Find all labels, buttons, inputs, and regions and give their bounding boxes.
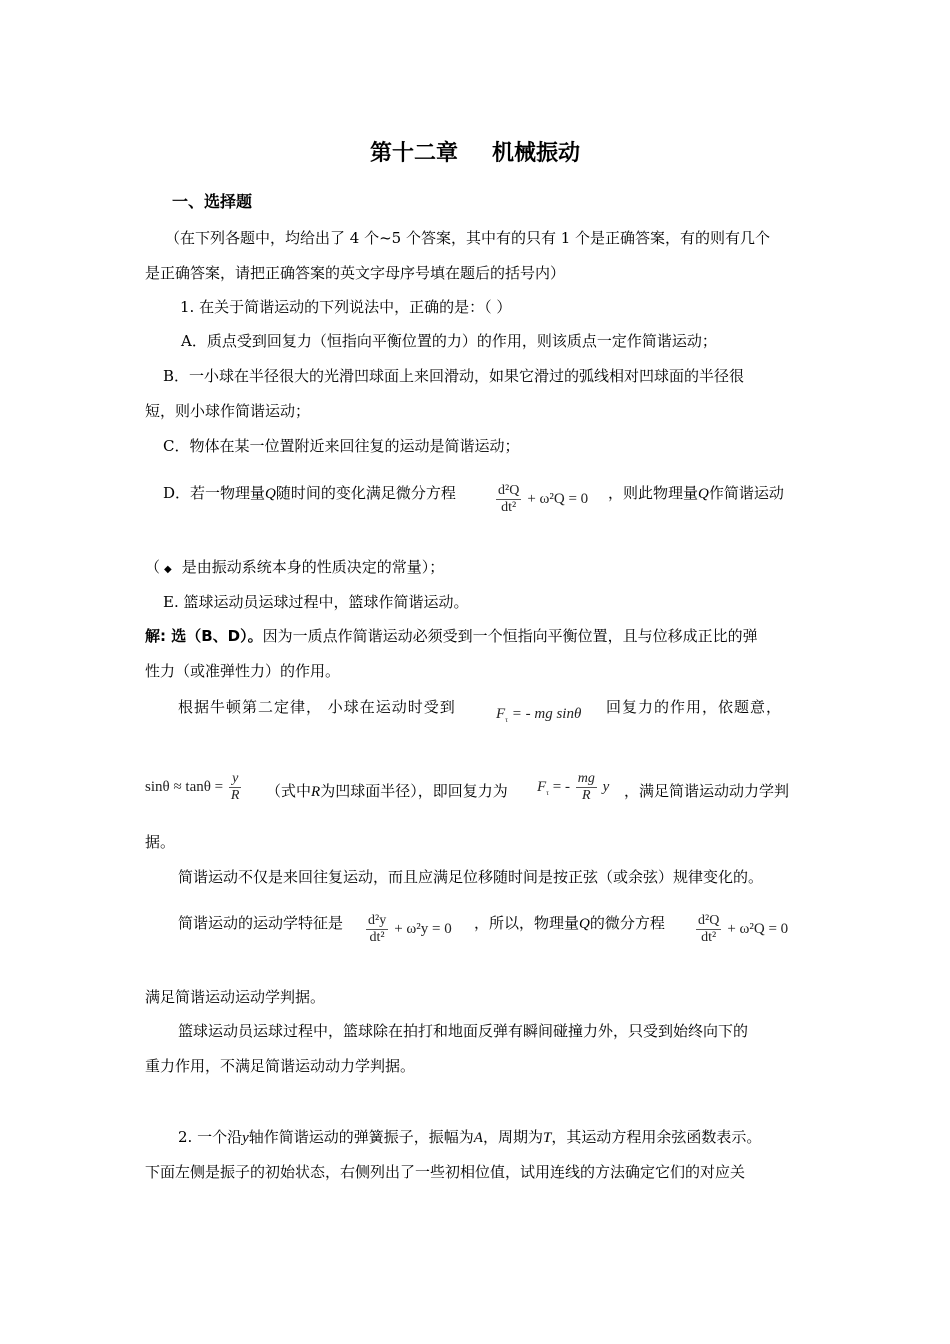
chapter-name: 机械振动: [492, 141, 581, 166]
omega-placeholder-icon: ◆: [164, 564, 172, 575]
equation-d2q-omega-2: $\frac{\text{d²Q}}{\text{dt²}}$ + ω²Q = 0: [698, 913, 789, 945]
small-angle-text: （式中R为凹球面半径），即回复力为: [266, 782, 508, 800]
question-1-option-a: A．质点受到回复力（恒指向平衡位置的力）的作用，则该质点一定作简谐运动；: [181, 332, 717, 350]
question-1-option-d-tail: ，则此物理量Q作简谐运动: [608, 484, 784, 502]
question-1-option-d-note: （ ◆ 是由振动系统本身的性质决定的常量）；: [145, 558, 445, 576]
equation-restoring-force: $F_\tau$ = - mg sinθ: [496, 706, 582, 724]
equation-d2y-omega: $\frac{\text{d²y}}{\text{dt²}}$ + ω²y = 0: [368, 913, 452, 945]
small-angle-tail: ，满足简谐运动动力学判: [624, 782, 790, 800]
kinematics-line-mid: ，所以，物理量Q的微分方程: [474, 914, 665, 932]
answer-label: 解: 选（B、D）。: [145, 627, 263, 645]
question-1-stem: 1. 在关于简谐运动的下列说法中，正确的是：（ ）: [180, 298, 512, 316]
question-1-option-d: D．若一物理量Q随时间的变化满足微分方程: [163, 484, 456, 502]
kinematics-end: 满足简谐运动运动学判据。: [145, 988, 326, 1006]
basketball-line-2: 重力作用，不满足简谐运动动力学判据。: [145, 1057, 416, 1075]
chapter-number: 第十二章: [369, 141, 458, 166]
section-heading: 一、选择题: [172, 192, 253, 211]
chapter-title: [0, 136, 950, 167]
basketball-line-1: 篮球运动员运球过程中，篮球除在拍打和地面反弹有瞬间碰撞力外，只受到始终向下的: [178, 1022, 749, 1040]
intro-line-2: 是正确答案，请把正确答案的英文字母序号填在题后的括号内）: [145, 264, 566, 282]
equation-d2q-omega: $\frac{\text{d²Q}}{\text{dt²}}$ + ω²Q = 0: [498, 483, 589, 515]
kinematics-line: 简谐运动的运动学特征是: [178, 914, 344, 932]
newton-line-tail: 回复力的作用，依题意，: [606, 698, 783, 716]
small-angle-end: 据。: [145, 833, 176, 851]
question-1-option-b-line-1: B．一小球在半径很大的光滑凹球面上来回滑动，如果它滑过的弧线相对凹球面的半径很: [163, 367, 745, 385]
question-2-line-2: 下面左侧是振子的初始状态，右侧列出了一些初相位值，试用连线的方法确定它们的对应关: [145, 1163, 746, 1181]
intro-line-1: （在下列各题中，均给出了 4 个~5 个答案，其中有的只有 1 个是正确答案，有的则有几个: [165, 229, 771, 247]
equation-restoring-force-linear: $F_\tau$ = - $\frac{mg}{R}$ y: [537, 771, 610, 803]
newton-line: 根据牛顿第二定律， 小球在运动时受到: [178, 698, 456, 716]
question-1-option-e: E. 篮球运动员运球过程中，篮球作简谐运动。: [163, 593, 469, 611]
equation-small-angle: sinθ ≈ tanθ = $\frac{y}{R}$: [145, 771, 240, 803]
question-1-option-c: C．物体在某一位置附近来回往复的运动是简谐运动；: [163, 437, 520, 455]
answer-line-1: 解: 选（B、D）。因为一质点作简谐运动必须受到一个恒指向平衡位置，且与位移成正比的弹: [145, 627, 758, 645]
question-2-line-1: 2. 一个沿y轴作简谐运动的弹簧振子，振幅为A，周期为T，其运动方程用余弦函数表示。: [178, 1128, 762, 1146]
question-1-option-b-line-2: 短，则小球作简谐运动；: [145, 402, 311, 420]
answer-line-2: 性力（或准弹性力）的作用。: [145, 662, 341, 680]
kinematics-paragraph: 简谐运动不仅是来回往复运动，而且应满足位移随时间是按正弦（或余弦）规律变化的。: [178, 868, 764, 886]
